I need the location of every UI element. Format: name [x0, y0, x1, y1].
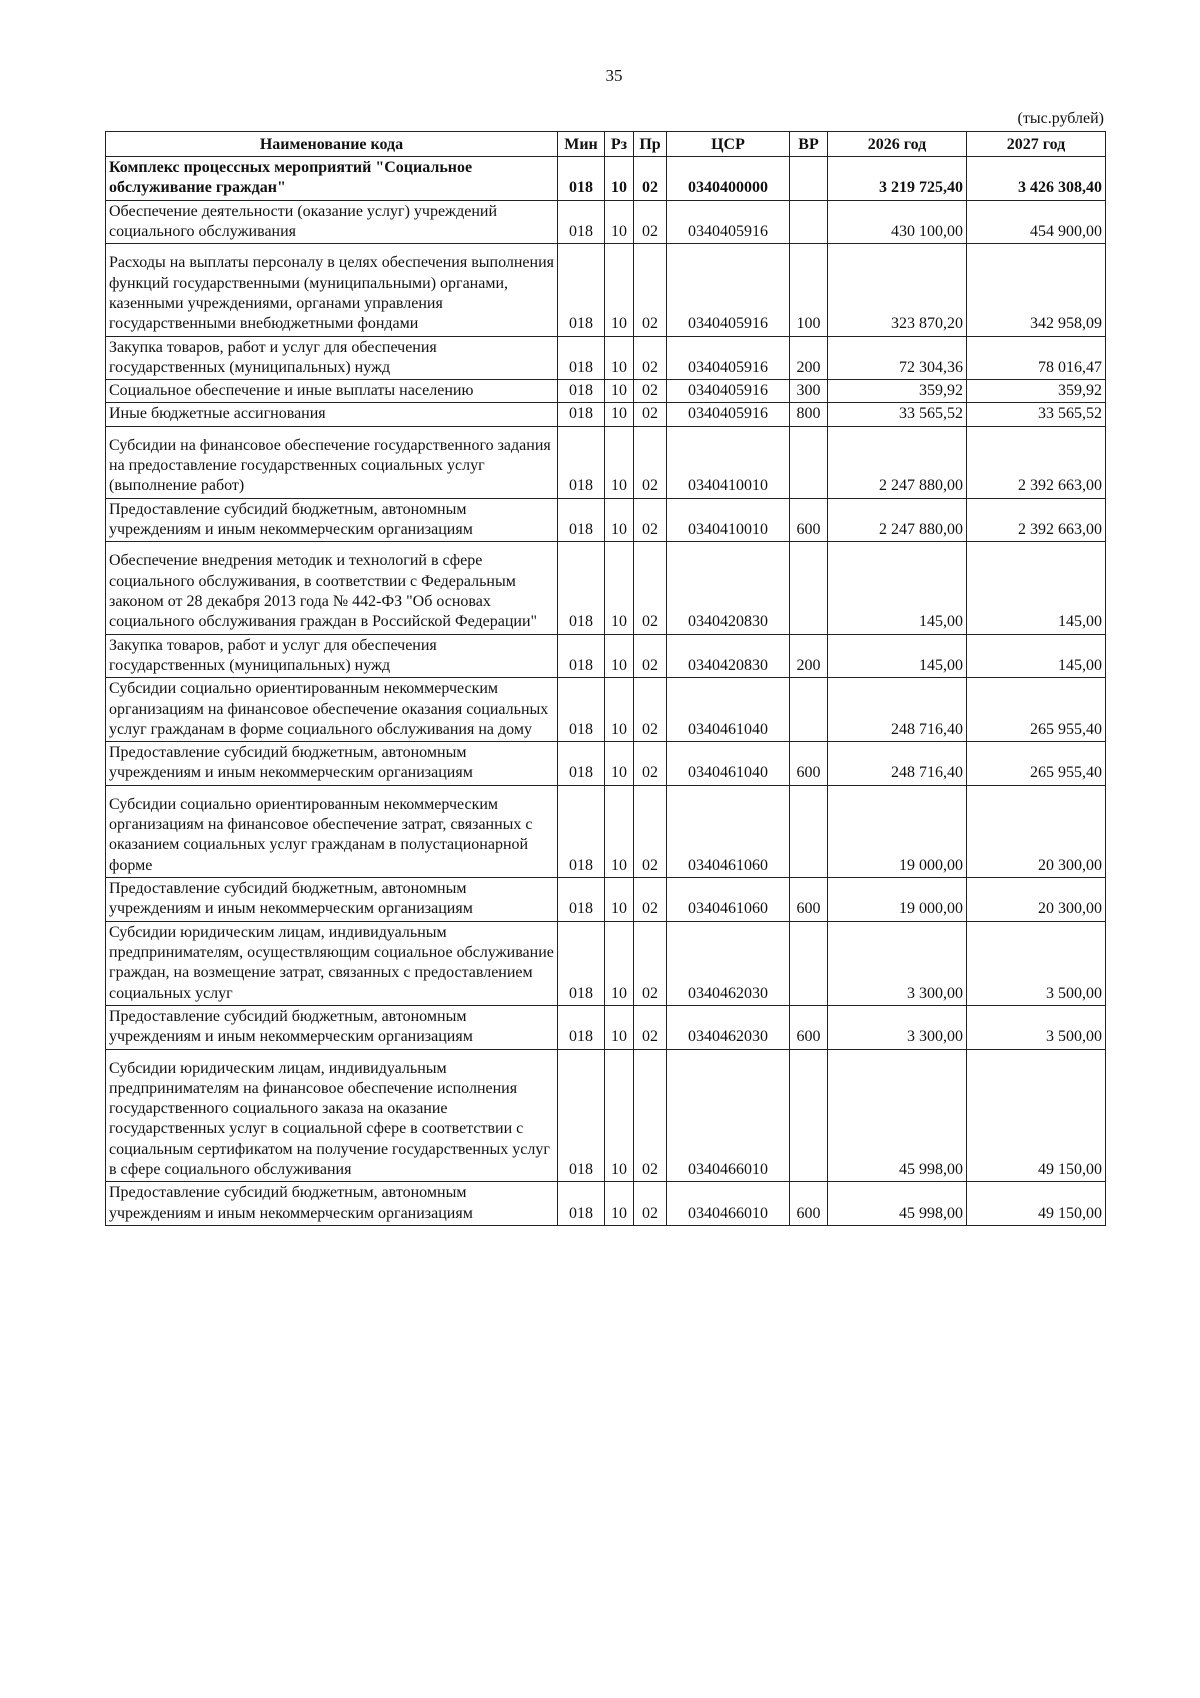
- cell-pr: 02: [634, 426, 667, 498]
- cell-rz: 10: [605, 785, 634, 877]
- cell-2026: 323 870,20: [828, 244, 967, 336]
- cell-vr: 600: [790, 498, 828, 542]
- cell-rz: 10: [605, 498, 634, 542]
- cell-name: Субсидии на финансовое обеспечение государственного задания на предоставление государственных социальных услуг (выполнение работ): [106, 426, 558, 498]
- cell-2027: 359,92: [967, 380, 1106, 403]
- cell-rz: 10: [605, 742, 634, 786]
- cell-pr: 02: [634, 403, 667, 426]
- cell-pr: 02: [634, 498, 667, 542]
- cell-vr: [790, 678, 828, 742]
- cell-vr: [790, 542, 828, 634]
- cell-2027: 2 392 663,00: [967, 426, 1106, 498]
- cell-name: Предоставление субсидий бюджетным, автономным учреждениям и иным некоммерческим организациям: [106, 1182, 558, 1226]
- table-row: [106, 785, 1106, 877]
- cell-name: Предоставление субсидий бюджетным, автономным учреждениям и иным некоммерческим организациям: [106, 878, 558, 922]
- cell-csr: 0340461060: [667, 785, 790, 877]
- cell-min: 018: [558, 742, 605, 786]
- cell-rz: 10: [605, 1182, 634, 1226]
- cell-vr: [790, 157, 828, 201]
- cell-rz: 10: [605, 542, 634, 634]
- cell-2026: 3 300,00: [828, 921, 967, 1005]
- cell-name: Предоставление субсидий бюджетным, автономным учреждениям и иным некоммерческим организациям: [106, 742, 558, 786]
- cell-2026: 19 000,00: [828, 878, 967, 922]
- cell-min: 018: [558, 921, 605, 1005]
- cell-csr: 0340405916: [667, 403, 790, 426]
- cell-rz: 10: [605, 157, 634, 201]
- cell-vr: 600: [790, 1182, 828, 1226]
- cell-csr: 0340410010: [667, 498, 790, 542]
- cell-vr: 600: [790, 878, 828, 922]
- cell-2026: 2 247 880,00: [828, 498, 967, 542]
- cell-pr: 02: [634, 1182, 667, 1226]
- cell-name: Обеспечение внедрения методик и технологий в сфере социального обслуживания, в соответствии с Федеральным законом от 28 декабря 2013 года № 442-ФЗ "Об основах социального обслуживания граждан в Российской Федерации": [106, 542, 558, 634]
- table-row: [106, 498, 1106, 542]
- cell-2026: 3 219 725,40: [828, 157, 967, 201]
- cell-pr: 02: [634, 542, 667, 634]
- cell-vr: [790, 921, 828, 1005]
- cell-vr: 200: [790, 634, 828, 678]
- col-header-vr: ВР: [790, 132, 828, 157]
- cell-2026: 45 998,00: [828, 1049, 967, 1182]
- table-row: [106, 742, 1106, 786]
- cell-2027: 454 900,00: [967, 200, 1106, 244]
- cell-min: 018: [558, 785, 605, 877]
- table-row: [106, 1005, 1106, 1049]
- col-header-csr: ЦСР: [667, 132, 790, 157]
- cell-min: 018: [558, 634, 605, 678]
- cell-rz: 10: [605, 200, 634, 244]
- cell-min: 018: [558, 426, 605, 498]
- cell-pr: 02: [634, 1005, 667, 1049]
- cell-pr: 02: [634, 157, 667, 201]
- cell-name: Комплекс процессных мероприятий "Социальное обслуживание граждан": [106, 157, 558, 201]
- cell-2026: 33 565,52: [828, 403, 967, 426]
- cell-csr: 0340420830: [667, 634, 790, 678]
- cell-pr: 02: [634, 200, 667, 244]
- cell-pr: 02: [634, 380, 667, 403]
- cell-rz: 10: [605, 336, 634, 380]
- cell-vr: 300: [790, 380, 828, 403]
- page-number: 35: [605, 66, 623, 85]
- col-header-min: Мин: [558, 132, 605, 157]
- cell-min: 018: [558, 1182, 605, 1226]
- cell-2027: 145,00: [967, 542, 1106, 634]
- budget-table: [105, 131, 1106, 1226]
- cell-pr: 02: [634, 1049, 667, 1182]
- cell-pr: 02: [634, 878, 667, 922]
- cell-min: 018: [558, 157, 605, 201]
- cell-name: Закупка товаров, работ и услуг для обеспечения государственных (муниципальных) нужд: [106, 336, 558, 380]
- cell-name: Социальное обеспечение и иные выплаты населению: [106, 380, 558, 403]
- cell-2026: 72 304,36: [828, 336, 967, 380]
- table-row: [106, 403, 1106, 426]
- table-row: [106, 1182, 1106, 1226]
- table-row: [106, 244, 1106, 336]
- cell-2027: 20 300,00: [967, 878, 1106, 922]
- cell-2026: 145,00: [828, 634, 967, 678]
- cell-csr: 0340466010: [667, 1049, 790, 1182]
- cell-pr: 02: [634, 244, 667, 336]
- cell-2026: 248 716,40: [828, 678, 967, 742]
- cell-2027: 33 565,52: [967, 403, 1106, 426]
- cell-csr: 0340400000: [667, 157, 790, 201]
- cell-rz: 10: [605, 634, 634, 678]
- cell-vr: 600: [790, 742, 828, 786]
- cell-min: 018: [558, 403, 605, 426]
- cell-csr: 0340466010: [667, 1182, 790, 1226]
- cell-2027: 342 958,09: [967, 244, 1106, 336]
- cell-pr: 02: [634, 785, 667, 877]
- cell-min: 018: [558, 244, 605, 336]
- cell-csr: 0340420830: [667, 542, 790, 634]
- cell-2027: 3 500,00: [967, 921, 1106, 1005]
- cell-name: Закупка товаров, работ и услуг для обеспечения государственных (муниципальных) нужд: [106, 634, 558, 678]
- cell-2026: 45 998,00: [828, 1182, 967, 1226]
- cell-csr: 0340410010: [667, 426, 790, 498]
- table-row: [106, 921, 1106, 1005]
- cell-csr: 0340461040: [667, 678, 790, 742]
- col-header-2027: 2027 год: [967, 132, 1106, 157]
- cell-2026: 430 100,00: [828, 200, 967, 244]
- cell-vr: 800: [790, 403, 828, 426]
- table-row: [106, 426, 1106, 498]
- table-row: [106, 336, 1106, 380]
- cell-pr: 02: [634, 742, 667, 786]
- cell-csr: 0340462030: [667, 1005, 790, 1049]
- cell-csr: 0340461040: [667, 742, 790, 786]
- cell-min: 018: [558, 1005, 605, 1049]
- cell-rz: 10: [605, 678, 634, 742]
- col-header-pr: Пр: [634, 132, 667, 157]
- table-row: [106, 542, 1106, 634]
- cell-2026: 3 300,00: [828, 1005, 967, 1049]
- table-row: [106, 380, 1106, 403]
- cell-2027: 49 150,00: [967, 1049, 1106, 1182]
- cell-name: Субсидии социально ориентированным некоммерческим организациям на финансовое обеспечение затрат, связанных с оказанием социальных услуг гражданам в полустационарной форме: [106, 785, 558, 877]
- cell-2027: 49 150,00: [967, 1182, 1106, 1226]
- table-row: [106, 634, 1106, 678]
- cell-2027: 145,00: [967, 634, 1106, 678]
- cell-rz: 10: [605, 380, 634, 403]
- col-header-2026: 2026 год: [828, 132, 967, 157]
- table-row: [106, 878, 1106, 922]
- cell-vr: [790, 426, 828, 498]
- cell-csr: 0340462030: [667, 921, 790, 1005]
- cell-pr: 02: [634, 678, 667, 742]
- cell-name: Расходы на выплаты персоналу в целях обеспечения выполнения функций государственными (муниципальными) органами, казенными учреждениями, органами управления государственными внебюджетными фондами: [106, 244, 558, 336]
- cell-vr: [790, 785, 828, 877]
- units-note: (тыс.рублей): [1017, 110, 1104, 127]
- cell-min: 018: [558, 498, 605, 542]
- cell-rz: 10: [605, 426, 634, 498]
- cell-vr: [790, 1049, 828, 1182]
- cell-vr: [790, 200, 828, 244]
- table-body: [106, 157, 1106, 1226]
- cell-min: 018: [558, 200, 605, 244]
- cell-name: Иные бюджетные ассигнования: [106, 403, 558, 426]
- cell-min: 018: [558, 678, 605, 742]
- col-header-name: Наименование кода: [106, 132, 558, 157]
- table-row: [106, 678, 1106, 742]
- cell-vr: 200: [790, 336, 828, 380]
- cell-2027: 2 392 663,00: [967, 498, 1106, 542]
- col-header-rz: Рз: [605, 132, 634, 157]
- cell-name: Обеспечение деятельности (оказание услуг) учреждений социального обслуживания: [106, 200, 558, 244]
- cell-pr: 02: [634, 921, 667, 1005]
- cell-csr: 0340461060: [667, 878, 790, 922]
- cell-2027: 265 955,40: [967, 742, 1106, 786]
- cell-2027: 265 955,40: [967, 678, 1106, 742]
- cell-min: 018: [558, 380, 605, 403]
- cell-csr: 0340405916: [667, 200, 790, 244]
- header-row: [106, 132, 1106, 157]
- cell-csr: 0340405916: [667, 380, 790, 403]
- cell-rz: 10: [605, 1005, 634, 1049]
- cell-2026: 2 247 880,00: [828, 426, 967, 498]
- cell-2026: 19 000,00: [828, 785, 967, 877]
- cell-vr: 600: [790, 1005, 828, 1049]
- cell-csr: 0340405916: [667, 244, 790, 336]
- cell-pr: 02: [634, 634, 667, 678]
- cell-2027: 3 426 308,40: [967, 157, 1106, 201]
- cell-2027: 20 300,00: [967, 785, 1106, 877]
- table-row: [106, 1049, 1106, 1182]
- cell-csr: 0340405916: [667, 336, 790, 380]
- cell-min: 018: [558, 878, 605, 922]
- cell-2026: 145,00: [828, 542, 967, 634]
- cell-name: Предоставление субсидий бюджетным, автономным учреждениям и иным некоммерческим организациям: [106, 1005, 558, 1049]
- cell-name: Субсидии юридическим лицам, индивидуальным предпринимателям на финансовое обеспечение исполнения государственного социального заказа на оказание государственных услуг в социальной сфере в соответствии с социальным сертификатом на получение государственных услуг в сфере социального обслуживания: [106, 1049, 558, 1182]
- cell-name: Субсидии юридическим лицам, индивидуальным предпринимателям, осуществляющим социальное обслуживание граждан, на возмещение затрат, связанных с предоставлением социальных услуг: [106, 921, 558, 1005]
- cell-vr: 100: [790, 244, 828, 336]
- cell-rz: 10: [605, 244, 634, 336]
- table-row: [106, 200, 1106, 244]
- cell-rz: 10: [605, 1049, 634, 1182]
- cell-rz: 10: [605, 921, 634, 1005]
- cell-name: Субсидии социально ориентированным некоммерческим организациям на финансовое обеспечение оказания социальных услуг гражданам в форме социального обслуживания на дому: [106, 678, 558, 742]
- cell-rz: 10: [605, 878, 634, 922]
- cell-2027: 78 016,47: [967, 336, 1106, 380]
- cell-min: 018: [558, 542, 605, 634]
- cell-2026: 359,92: [828, 380, 967, 403]
- cell-pr: 02: [634, 336, 667, 380]
- cell-2026: 248 716,40: [828, 742, 967, 786]
- cell-rz: 10: [605, 403, 634, 426]
- cell-min: 018: [558, 1049, 605, 1182]
- cell-2027: 3 500,00: [967, 1005, 1106, 1049]
- cell-name: Предоставление субсидий бюджетным, автономным учреждениям и иным некоммерческим организациям: [106, 498, 558, 542]
- cell-min: 018: [558, 336, 605, 380]
- table-row: [106, 157, 1106, 201]
